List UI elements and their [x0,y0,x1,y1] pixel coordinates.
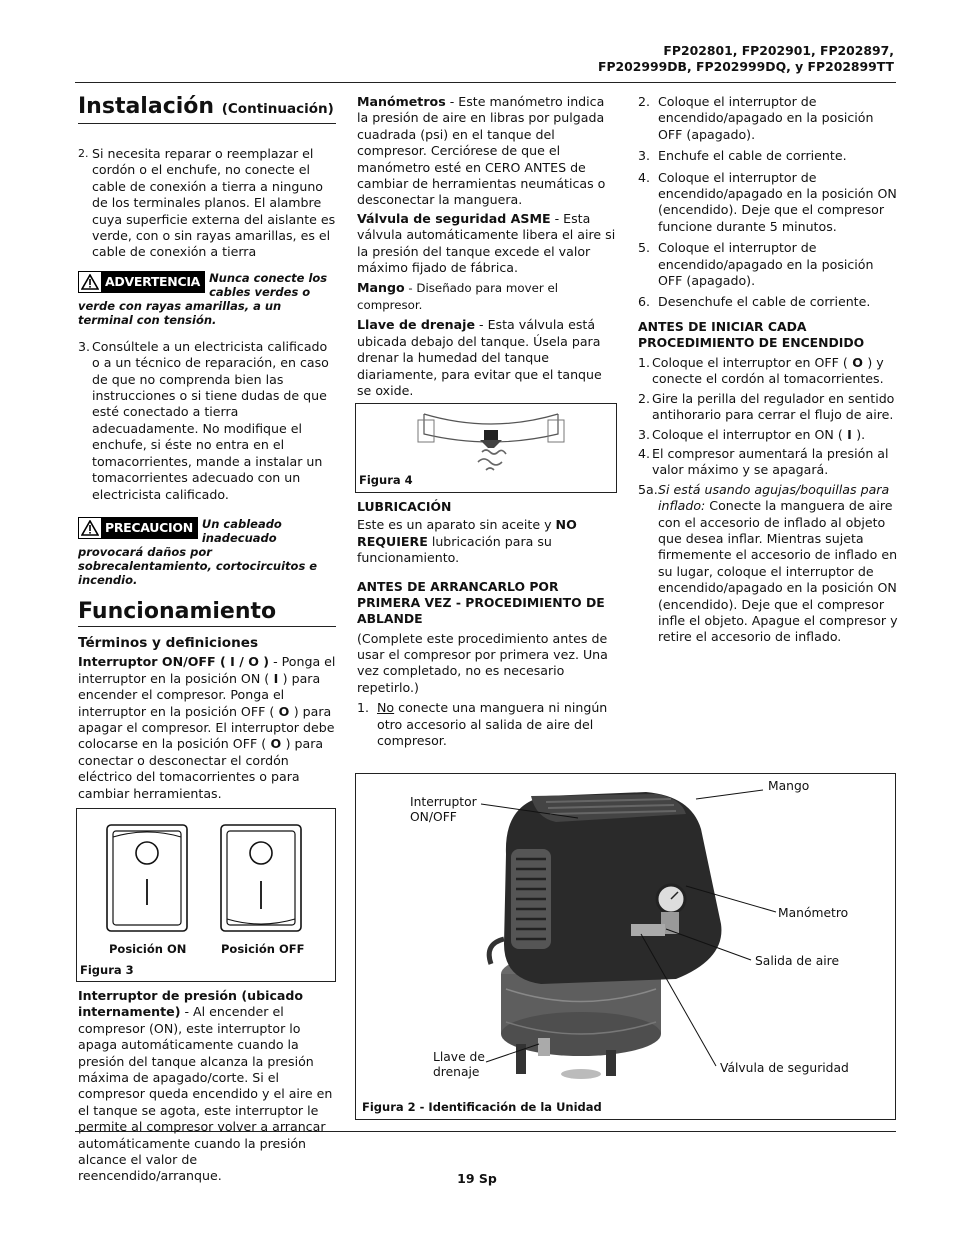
fig3-on-label: Posición ON [109,941,187,956]
each-start-step-1: 1. Coloque el interruptor en OFF ( O ) y conecte el cordón al tomacorrientes. [638,354,884,387]
warning-triangle-icon [79,272,101,292]
fig2-caption: Figura 2 - Identificación de la Unidad [362,1100,602,1114]
column-1 [78,94,336,1187]
each-start-step-2: 2. Gire la perilla del regulador en sentido antihorario para cerrar el flujo de aire. [638,390,895,423]
pressure-switch-definition: Interruptor de presión (ubicado internamente) - Al encender el compresor (ON), este interruptor lo apaga automáticamente cuando la presión del tanque alcanza la presión máxima de apagado/corte. Si el compresor queda encendido y el aire en el tanque se agota, este interruptor le permite al compresor volver a arrancar automáticamente cuando la presión alcance el valor de reencendido/arranque. [78,987,333,1184]
terms-subtitle: Términos y definiciones [78,634,259,651]
each-start-step-3: 3. Coloque el interruptor en ON ( I ). [638,426,866,442]
each-start-step-5a: 5a. Si está usando agujas/boquillas para inflado: Conecte la manguera de aire con el accesorio de inflado al objeto que desea inflar. Mientras sujeta firmemente el accesorio de inflado en su lugar, coloque el interruptor de encendido/apagado en la posición ON (encendido). Deje que el compresor infle el objeto. Apague el compresor y retire el accesorio de inflado. [638,481,898,645]
model-numbers [598,43,894,75]
step-text: Desenchufe el cable de corriente. [658,294,871,310]
first-start-step-6 [638,294,900,310]
header-rule [75,82,896,83]
step-number: 2. [638,94,651,109]
page-number: 19 Sp [457,1171,497,1186]
handle-definition: Mango - Diseñado para mover el compresor. [357,280,558,312]
drain-valve-definition: Llave de drenaje - Esta válvula está ubicada debajo del tanque. Úsela para drenar la humedad del tanque diariamente, para evitar que el tanque se oxide. [357,317,602,398]
label-air-outlet: Salida de aire [755,954,840,968]
switch-on-illustration [105,823,189,933]
first-start-step-1: 1. No conecte una manguera ni ningún otro accesorio al salida de aire del compresor. [357,700,608,748]
warning-block: ADVERTENCIA Nunca conecte los cables verdes o verde con rayas amarillas, a un terminal con tensión. [78,270,328,327]
switch-definition: Interruptor ON/OFF ( I / O ) - Ponga el interruptor en la posición ON ( I ) para encender el compresor. Ponga el interruptor en la posición OFF ( O ) para apagar el compresor. El interruptor debe colocarse en la posición OFF ( O ) para conectar o desconectar el cordón eléctrico del tomacorrientes o para cambiar herramientas. [78,654,336,801]
step-text: Coloque el interruptor de encendido/apagado en la posición ON (encendido). Deje que el compresor funcione durante 5 minutos. [658,169,897,234]
drain-valve-illustration [416,404,566,476]
step-text: Coloque el interruptor de encendido/apagado en la posición OFF (apagado). [658,240,874,289]
label-safety-valve: Válvula de seguridad [720,1061,849,1075]
column-3 [638,94,900,649]
model-numbers-line2: FP202999DB, FP202999DQ, y FP202899TT [598,59,894,74]
figure-4 [355,403,617,493]
install-item-2: 2. Si necesita reparar o reemplazar el cordón o el enchufe, no conecte el cable de conexión a tierra a ninguno de los terminales planos. El alambre cuya superficie externa del aislante es verde, con o sin rayas amarillas, es el cable de conexión a tierra [78,146,336,260]
first-start-steps [638,94,900,311]
label-drain: Llave de drenaje [433,1050,485,1079]
install-item-3: 3. Consúltele a un electricista calificado o a un técnico de reparación, en caso de que no comprenda bien las instrucciones o si tiene dudas de que esté conectado a tierra adecuadamente. No modifique el enchufe, si éste no entra en el tomacorrientes, mande a instalar un tomacorrientes adecuado con un electricista calificado. [78,338,329,502]
caution-triangle-icon [79,518,101,538]
lubrication-title: LUBRICACIÓN [357,499,452,515]
figure-2 [355,773,896,1120]
label-switch: Interruptor ON/OFF [410,795,477,824]
fig3-caption: Figura 3 [80,962,134,977]
step-number: 3. [638,148,651,164]
operation-title: Funcionamiento [78,599,336,627]
step-number: 5. [638,240,651,256]
first-start-step-3 [638,148,900,164]
step-text: Coloque el interruptor de encendido/apagado en la posición OFF (apagado). [658,94,874,142]
step-text: Enchufe el cable de corriente. [658,148,847,164]
fig3-off-label: Posición OFF [221,941,305,956]
each-start-title: ANTES DE INICIAR CADA PROCEDIMIENTO DE ENCENDIDO [638,318,865,350]
label-gauge: Manómetro [778,906,849,920]
first-start-step-4 [638,170,900,236]
fig4-caption: Figura 4 [359,473,413,488]
column-2 [357,94,619,752]
switch-off-illustration [219,823,303,933]
caution-block: PRECAUCION Un cableado inadecuado provocará daños por sobrecalentamiento, cortocircuitos e incendio. [78,516,318,587]
step-number: 6. [638,294,651,310]
first-start-text: (Complete este procedimiento antes de usar el compresor por primera vez. Una vez completado, no es necesario repetirlo.) [357,630,608,695]
each-start-step-4: 4. El compresor aumentará la presión al valor máximo y se apagará. [638,445,889,478]
asme-valve-definition: Válvula de seguridad ASME - Esta válvula automáticamente libera el aire si la presión del tanque excede el valor máximo fijado de fábrica. [357,210,616,276]
figure-3 [76,808,336,982]
installation-title: Instalación (Continuación) [78,94,336,124]
gauge-definition: Manómetros - Este manómetro indica la presión de aire en libras por pulgada cuadrada (psi) en el tanque del compresor. Cerciórese de que el manómetro esté en CERO ANTES de cambiar de herramientas neumáticas o desconectar la manguera. [357,94,606,208]
first-start-title: ANTES DE ARRANCARLO POR PRIMERA VEZ - PROCEDIMIENTO DE ABLANDE [357,578,605,626]
caution-badge: PRECAUCION [78,517,198,539]
lubrication-text: Este es un aparato sin aceite y NO REQUIERE lubricación para su funcionamiento. [357,517,577,566]
label-handle: Mango [768,779,810,793]
footer-rule [75,1131,896,1132]
step-number: 4. [638,169,651,185]
warning-badge: ADVERTENCIA [78,271,205,293]
first-start-step-5 [638,240,900,289]
model-numbers-line1: FP202801, FP202901, FP202897, [663,43,894,58]
first-start-step-2 [638,94,900,143]
